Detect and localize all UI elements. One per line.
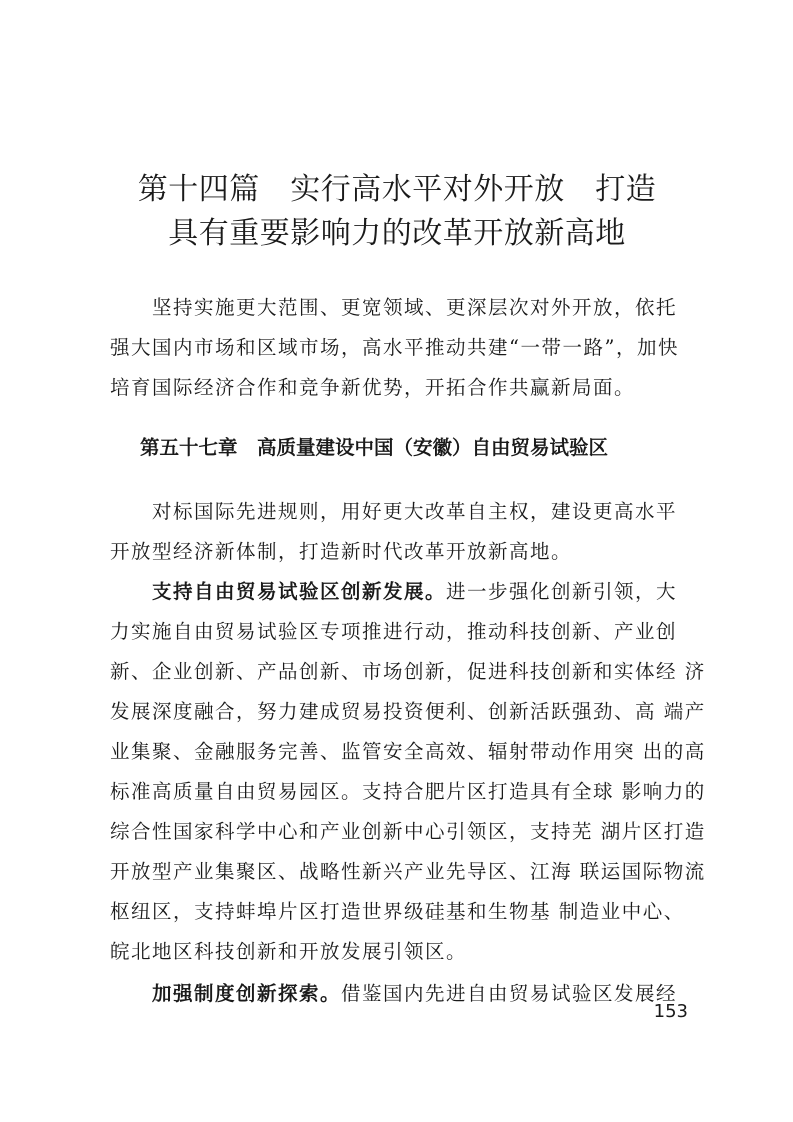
part-title-line: 具有重要影响力的改革开放新高地 [168, 216, 626, 251]
paragraph-text: 进一步强化创新引领，大 [446, 580, 678, 603]
text-line: 开放型经济新体制，打造新时代改革开放新高地。 [110, 540, 573, 563]
paragraph-2 [110, 572, 706, 972]
paragraph-lead: 支持自由贸易试验区创新发展。 [110, 580, 447, 603]
paragraph-3 [110, 974, 690, 1014]
part-title-line: 第十四篇 实行高水平对外开放 打造 [137, 172, 657, 207]
paragraph-1 [110, 492, 690, 572]
text-line: 综合性国家科学中心和产业创新中心引领区，支持芜 湖片区打造 [110, 820, 706, 843]
text-line [110, 572, 690, 612]
text-line: 对标国际先进规则，用好更大改革自主权，建设更高水平 [110, 500, 678, 523]
text-line: 发展深度融合，努力建成贸易投资便利、创新活跃强劲、高 端产 [110, 700, 706, 723]
text-line: 枢纽区，支持蚌埠片区打造世界级硅基和生物基 制造业中心、 [110, 900, 685, 923]
intro-paragraph [110, 288, 690, 408]
text-line: 力实施自由贸易试验区专项推进行动，推动科技创新、产业创 [110, 620, 678, 643]
part-title [96, 168, 698, 256]
text-line: 标准高质量自由贸易园区。支持合肥片区打造具有全球 影响力的 [110, 780, 706, 803]
chapter-title: 第五十七章 高质量建设中国（安徽）自由贸易试验区 [140, 436, 609, 459]
paragraph-lead: 加强制度创新探索。 [110, 982, 342, 1005]
text-line: 开放型产业集聚区、战略性新兴产业先导区、江海 联运国际物流 [110, 860, 706, 883]
text-line: 强大国内市场和区域市场，高水平推动共建“一带一路”，加快 [110, 336, 679, 359]
page-number: 153 [653, 1001, 688, 1022]
text-line: 新、企业创新、产品创新、市场创新，促进科技创新和实体经 济 [110, 660, 706, 683]
text-line: 业集聚、金融服务完善、监管安全高效、辐射带动作用突 出的高 [110, 740, 706, 763]
text-line: 皖北地区科技创新和开放发展引领区。 [110, 940, 468, 963]
text-line: 培育国际经济合作和竞争新优势，开拓合作共赢新局面。 [110, 376, 636, 399]
paragraph-text: 借鉴国内先进自由贸易试验区发展经 [341, 982, 678, 1005]
text-line: 坚持实施更大范围、更宽领域、更深层次对外开放，依托 [110, 296, 678, 319]
text-line [110, 974, 690, 1014]
